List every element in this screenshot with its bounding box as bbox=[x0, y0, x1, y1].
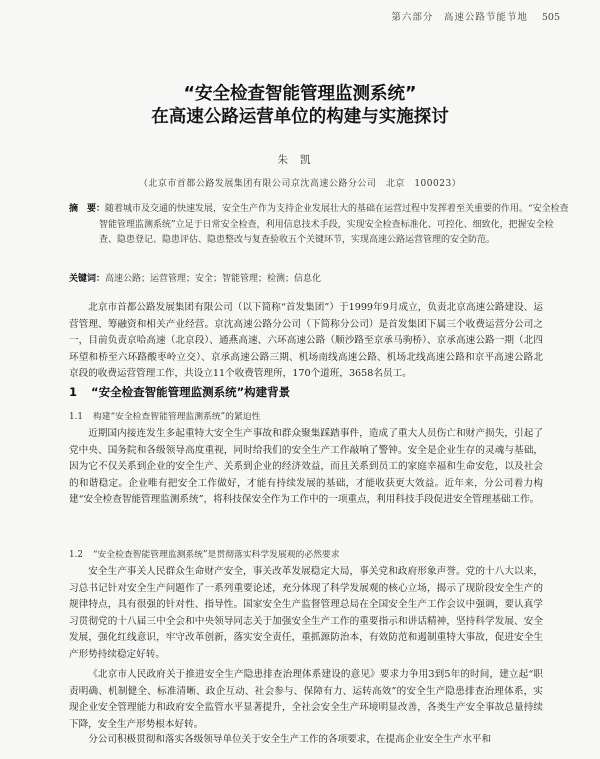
paragraph-1-2-c: 分公司积极贯彻和落实各级领导单位关于安全生产工作的各项要求，在提高企业安全生产水平和 bbox=[88, 734, 492, 745]
paragraph-1-2-b: 《北京市人民政府关于推进安全生产隐患排查治理体系建设的意见》要求力争用3到5年的时间，建立起“职责明确、机制健全、标准清晰、政企互动、社会参与、保障有力、运转高效”的安全生产隐患排查治理体系，实现企业安全管理能力和政府安全监管水平显著提升，全社会安全生产环境明显改善，各类生产安全事故总量持续下降，安全生产形势根本好转。 bbox=[69, 669, 543, 730]
abstract bbox=[69, 202, 569, 249]
paper-title-line-2: 在高速公路运营单位的构建与实施探讨 bbox=[151, 107, 449, 127]
section-heading-1 bbox=[69, 384, 290, 400]
paragraph-1-1: 近期国内接连发生多起重特大安全生产事故和群众聚集踩踏事件，造成了重大人员伤亡和财产损失，引起了党中央、国务院和各级领导高度重视，同时给我们的安全生产工作敲响了警钟。安全是企业生存的灵魂与基础，因为它不仅关系到企业的安全生产、关系到企业的经济效益，而且关系到员工的家庭幸福和生命安危，以及社会的和谐稳定。企业唯有把安全工作做好，才能有持续发展的基础，才能收获更大效益。近年来，分公司着力构建“安全检查智能管理监测系统”，将科技保安全作为工作中的一项重点，利用科技手段促进安全管理基础工作。 bbox=[69, 428, 543, 506]
keywords-text: 高速公路；运营管理；安全；智能管理；检测；信息化 bbox=[105, 274, 322, 284]
abstract-text: 随着城市及交通的快速发展，安全生产作为支持企业发展壮大的基础在运营过程中发挥着至关重要的作用。“安全检查智能管理监测系统”立足于日常安全检查，利用信息技术手段，实现安全检查标准化、可控化、细致化，把握安全检查、隐患登记、隐患评估、隐患整改与复查验收五个关键环节，实现高速公路运营管理的安全防范。 bbox=[99, 204, 569, 245]
subsection-title: 构建“安全检查智能管理监测系统”的紧迫性 bbox=[93, 412, 261, 422]
running-header bbox=[391, 9, 560, 23]
subsection-title: “安全检查智能管理监测系统”是贯彻落实科学发展观的必然要求 bbox=[93, 550, 340, 560]
subsection-number: 1.1 bbox=[69, 412, 83, 422]
subsection-heading-1-2 bbox=[69, 547, 340, 560]
running-header-section: 第六部分 高速公路节能节地 bbox=[391, 12, 528, 23]
author-affiliation: （北京市首都公路发展集团有限公司京沈高速公路分公司 北京 100023） bbox=[138, 179, 462, 189]
paper-title-line-1: “安全检查智能管理监测系统” bbox=[183, 84, 417, 104]
keywords-label: 关键词： bbox=[69, 274, 106, 284]
intro-paragraph: 北京市首都公路发展集团有限公司（以下简称“首发集团”）于1999年9月成立，负责北京高速公路建设、运营管理、筹融资和相关产业经营。京沈高速公路分公司（下简称分公司）是首发集团下属三个收费运营分公司之一，目前负责京哈高速（北京段）、通燕高速、六环高速公路（顺沙路至京承马驹桥）、京承高速公路一期（北四环望和桥至六环路酸枣岭立交）、京承高速公路三期、机场南线高速公路、机场北线高速公路和京平高速公路北京段的收费运营管理工作，共设立11个收费管理所，170个道班，3658名员工。 bbox=[69, 302, 543, 380]
page-number: 505 bbox=[541, 12, 560, 23]
subsection-heading-1-1 bbox=[69, 409, 260, 422]
section-number: 1 bbox=[69, 385, 78, 399]
paragraph-1-2-a: 安全生产事关人民群众生命财产安全，事关改革发展稳定大局，事关党和政府形象声誉。党的十八大以来，习总书记针对安全生产问题作了一系列重要论述，充分体现了科学发展观的核心立场，揭示了现阶段安全生产的规律特点，具有很强的针对性、指导性。国家安全生产监督管理总局在全国安全生产工作会议中强调，要认真学习贯彻党的十八届三中全会和中央领导同志关于加强安全生产工作的重要指示和讲话精神，坚持科学发展、安全发展，强化红线意识，牢守改革创新，落实安全责任，重抓源防治本，有效防范和遏制重特大事故，促进安全生产形势持续稳定好转。 bbox=[69, 566, 543, 660]
keywords bbox=[69, 272, 539, 286]
author-name: 朱凯 bbox=[277, 154, 323, 166]
abstract-label: 摘 要： bbox=[69, 204, 106, 214]
section-title: “安全检查智能管理监测系统”构建背景 bbox=[91, 385, 291, 399]
subsection-number: 1.2 bbox=[69, 550, 83, 560]
